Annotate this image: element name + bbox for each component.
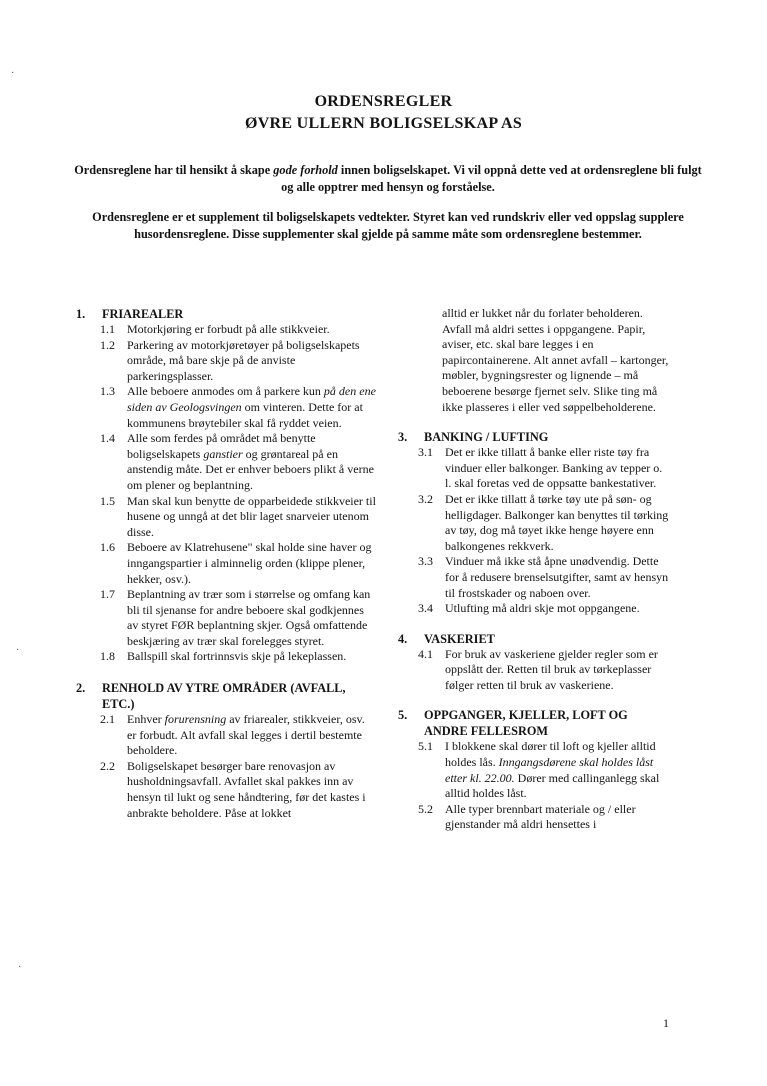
section-heading-3: 3. BANKING / LUFTING (398, 430, 549, 445)
rule-1-6: 1.6 Beboere av Klatrehusene" skal holde sine haver og inngangspartier i alminnelig orden (klippe plener, hekker, osv.). (100, 540, 372, 586)
scan-speck: · (16, 645, 20, 656)
rule-1-3: 1.3 Alle beboere anmodes om å parkere kun på den ene siden av Geologsvingen om vinteren. Dette for at kommunens brøytebiler skal få ryddet veien. (100, 384, 376, 430)
rule-2-2-continued: alltid er lukket når du forlater beholderen. Avfall må aldri settes i oppgangene. Papir, aviser, etc. skal bare legges i en papircontainerene. Alt annet avfall – kartonger, møbler, bygningsrester og lignende – må beboerene besørge fjernet selv. Slike ting må ikke plasseres i eller ved søppelbeholderene. (442, 306, 669, 414)
section-heading-1: 1. FRIAREALER (76, 307, 184, 321)
document-title: ORDENSREGLER (314, 93, 453, 110)
intro-paragraph-2: Ordensreglene er et supplement til boligselskapets vedtekter. Styret kan ved rundskriv eller ved oppslag supplere husordensreglene. Disse supplementer skal gjelde på samme måte som ordensreglene bestemmer. (92, 210, 684, 241)
document-subtitle: ØVRE ULLERN BOLIGSELSKAP AS (244, 115, 523, 132)
rule-1-5: 1.5 Man skal kun benytte de opparbeidede stikkveier til husene og unngå at det blir laget snarveier utenom disse. (100, 493, 376, 539)
page-number: 1 (663, 1016, 669, 1030)
left-column (76, 306, 376, 821)
rule-3-4: 3.4 Utlufting må aldri skje mot oppgangene. (418, 601, 640, 616)
rule-1-1: 1.1 Motorkjøring er forbudt på alle stikkveier. (100, 322, 330, 336)
section-heading-2: 2. RENHOLD AV YTRE OMRÅDER (AVFALL, ETC.) (76, 681, 346, 712)
rule-1-4: 1.4 Alle som ferdes på området må benytte boligselskapets ganstier og grøntareal på en anstendig måte. Det er enhver beboers plikt å verne om plener og beplantning. (100, 431, 374, 492)
rule-1-7: 1.7 Beplantning av trær som i størrelse og omfang kan bli til sjenanse for andre beboere skal godkjennes av styret FØR beplantning skjer. Også omfattende beskjæring av trær skal forelegges styret. (100, 587, 371, 648)
rule-5-1: 5.1 I blokkene skal dører til loft og kjeller alltid holdes lås. Inngangsdørene skal holdes låst etter kl. 22.00. Dører med callinganlegg skal alltid holdes låst. (418, 739, 660, 801)
rule-3-1: 3.1 Det er ikke tillatt å banke eller riste tøy fra vinduer eller balkonger. Banking av tepper o. l. skal foretas ved de oppsatte bankestativer. (418, 445, 663, 491)
rule-4-1: 4.1 For bruk av vaskeriene gjelder regler som er oppslått der. Retten til bruk av tørkeplasser følger retten til bruk av vaskeriene. (418, 646, 658, 692)
rule-5-2: 5.2 Alle typer brennbart materiale og / eller gjenstander må aldri hensettes i (418, 801, 636, 832)
rule-2-1: 2.1 Enhver forurensning av friarealer, stikkveier, osv. er forbudt. Alt avfall skal legges i dertil bestemte beholdere. (100, 712, 365, 758)
rule-3-2: 3.2 Det er ikke tillatt å tørke tøy ute på søn- og helligdager. Balkonger kan benyttes til tørking av tøy, dog må tøyet ikke henge høyere enn balkongenes rekkverk. (418, 491, 669, 553)
rule-2-2: 2.2 Boligselskapet besørger bare renovasjon av husholdningsavfall. Avfallet skal pakkes inn av hensyn til lukt og sene håndtering, før det kastes i anbrakte beholdere. Påse at lokket (100, 758, 366, 820)
scan-speck: · (18, 962, 22, 973)
intro-paragraph-1: Ordensreglene har til hensikt å skape gode forhold innen boligselskapet. Vi vil oppnå dette ved at ordensreglene bli fulgt og alle opptrer med hensyn og forståelse. (74, 163, 702, 194)
rule-1-2: 1.2 Parkering av motorkjøretøyer på boligselskapets område, må bare skje på de anviste parkeringsplasser. (100, 337, 360, 383)
section-heading-5: 5. OPPGANGER, KJELLER, LOFT OG ANDRE FELLESROM (398, 708, 628, 739)
right-column (398, 306, 670, 833)
rule-3-3: 3.3 Vinduer må ikke stå åpne unødvendig. Dette for å redusere brenselsutgifter, samt av hensyn til frostskader og naboen over. (418, 554, 669, 600)
scan-speck: · (11, 68, 15, 79)
section-heading-4: 4. VASKERIET (398, 631, 495, 646)
rule-1-8: 1.8 Ballspill skal fortrinnsvis skje på lekeplassen. (100, 649, 347, 664)
